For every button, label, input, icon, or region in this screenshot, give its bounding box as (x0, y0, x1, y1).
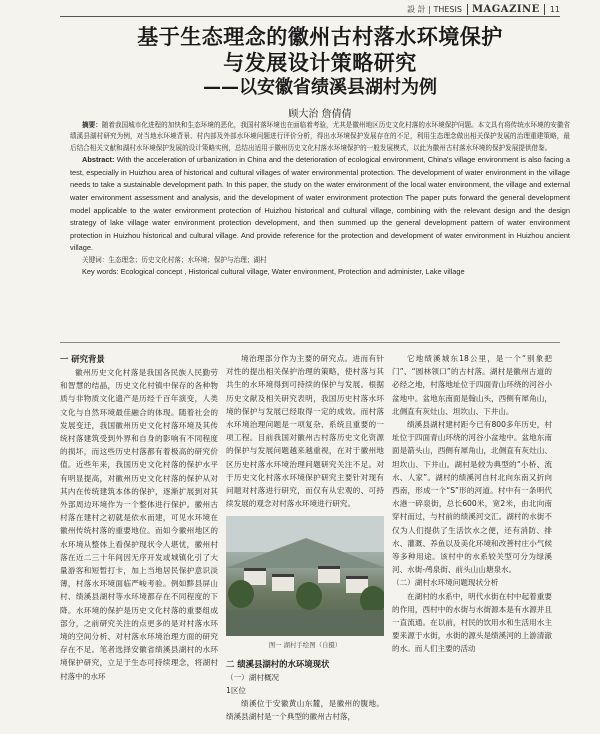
subsection-heading: （一）湖村概况 (226, 672, 280, 682)
paragraph: 徽州历史文化村落是我国各民族人民勤劳和智慧的结晶，历史文化村镇中保存的各种物质与非物质文化遗产是历经千百年演变，人类文化与自然环境最佳融合的体现。随着社会的发展变迁，我国徽州历史文化村落环境及其传统村落建筑受到外界和自身的影响有不同程度的损坏，而这些历史村落都有着极高的研究价值。近些年来，我国历史文化村落的保护水平有明显提高，对徽州历史文化村落的保护从对其内在传统建筑本体的保护，逐渐扩展到对其外部周边环境作为一个整体进行保护。徽州古村落在建村之初就是依水而建，可见水环境在徽州传统村落的重要地位。而如今徽州地区的水环境从整体上看保护现状令人堪忧，徽州村落在近二三十年间因无序开发或城镇化引了大量游客和短暂打卡，加上当地居民保护意识淡薄，村落水环境面临严峻考验。例如黟县屏山村、绩溪县湖村等水环境都存在不同程度的下降。水环境的保护是历史文化村落的重要组成部分，之前研究关注的点更多的是对村落水环境的空间分析、对村落水环境治理方面的研究存在不足。笔者选择安徽省绩溪县湖村的水环境保护研究，立足于生态可持续理念，将湖村村落中的水环 (60, 368, 218, 681)
title-block (60, 24, 580, 120)
keywords-cn: 关键词：生态理念；历史文化村落；水环境；保护与治理；湖村 (82, 255, 267, 264)
village-photo (226, 516, 384, 636)
paragraph: 境治理部分作为主要的研究点。进而有针对性的提出相关保护治理的策略，使村落与其共生的水环境得到可持续的保护与发展。根据历史文献及相关研究表明，我国历史村落水环境的保护与发展已经取得一定的成效。而村落水环境治理问题是一项复杂、系统且重要的一项工程。目前我国对徽州古村落历史文化资源的保护与发展问题越来越重视，在对于徽州地区历史村落水环境治理问题研究关注不足。对于历史文化村落水环境保护研究主要针对现有问题对村落进行研究，而仅有从宏观的、可持续发展的观念对村落水环境进行研究。 (226, 354, 384, 509)
paragraph: 在湖村的水系中，明代水街在村中起着重要的作用，西村中的水街与水街源本是有水源并且一直流通。在以前，村民的饮用水和生活用水主要来源于水街，水街的源头是绩溪河的上游清澈的水。而人们主要的活动 (392, 591, 552, 654)
title-line-1: 基于生态理念的徽州古村落水环境保护 (137, 25, 503, 49)
body-column-2 (226, 352, 384, 723)
subtitle: ——以安徽省绩溪县湖村为例 (203, 77, 437, 98)
body-column-1 (60, 352, 218, 683)
paragraph: 它地绩溪城东18公里，是一个“别象把门”、“圆林领口”的古村落。湖村是徽州古道的必经之地，村落地址位于四面青山环绕的河谷小盆地中。盆地东南面是翰山头，西侧有犀角山，北侧直有灰灶山、坦坎山、下井山。 (392, 354, 552, 416)
section-divider (60, 342, 560, 343)
subsection-heading: 1区位 (226, 685, 247, 695)
abstract-en: Abstract: With the acceleration of urbanization in China and the deterioration of ecological environment, China's village environment is also facing a test, especially in Huizhou area of historical and cultural villages of water environmental protection. The development of water environment in the village needs to take a sustainable development path. In this paper, the study on the water environment of the local water environment, the village and external water environment assessment and analysis, and the development of water environment protection The paper puts forward the general development model applicable to the water environment protection of Huizhou historical and cultural village, combining with the relevant design and the design strategy of lake village water environment protection development, and then summed up the general development pattern of water environment protection in Huizhou historical and cultural village. And provide reference for the protection and development of water environment in Huizhou ancient village. (70, 155, 570, 253)
magazine-name: MAGAZINE (467, 4, 545, 15)
page-number: 11 (549, 5, 560, 14)
paragraph: 绩溪位于安徽黄山东麓，是徽州的腹地。绩溪县湖村是一个典型的徽州古村落， (226, 699, 384, 722)
abstract-block (70, 120, 570, 279)
keywords-en: Key words: Ecological concept , Historical cultural village, Water environment, Protection and administer, Lake village (82, 267, 465, 277)
paragraph: 绩溪县湖村建村距今已有800多年历史，村址位于四面青山环绕的河谷小盆地中。盆地东南面是箭头山，西侧有犀角山，北侧直有灰灶山、坦坎山、下井山。湖村是较为典型的“小桥、流水、人家”。湖村的绩溪河自村北向东南又折向西南，形成一个“S”形的河道。村中有一条明代水港一碎泉街，总长600米，宽2米，由北向南穿村而过，与村前的绩溪河交汇。湖村的水街不仅为人们提供了生活饮水之便，还有消防、排水、灌溉、养鱼以及美化环境和改善村庄小气候等多种用途。该村中的水系较关型可分为绿溪河、水街-鸬泉街、前头山山塘泉水。 (392, 420, 552, 575)
abstract-cn: 摘要：随着我国城市化进程的加快和生态环境的恶化，我国村落环境也在面临着考验，尤其是徽州地区历史文化村落的水环境保护问题。本文具有将传统水环境的安徽省绩溪县湖村研究为例，对当地水环境背景、村内部及外部水环境问题进行评价分析，得出水环境保护发展存在的不足，利用生态理念做出相关保护发展的治理重建策略，最后结合相关文献和湖村水环境保护发展的设计策略实例，总结出适用于徽州历史文化村落水环境保护的一般发展模式，以此为徽州古村落水环境的保护发展提供借鉴。 (70, 121, 571, 152)
header-rule (60, 16, 560, 17)
section-label: 設 計 | THESIS (407, 5, 462, 14)
section-heading-1: 一 研究背景 (60, 354, 105, 364)
section-heading-2: 二 绩溪县湖村的水环境现状 (226, 658, 330, 669)
title-line-2: 与发展设计策略研究 (223, 51, 417, 75)
authors: 顾大治 詹倩倩 (288, 109, 352, 120)
running-header (407, 4, 560, 15)
body-column-3 (392, 352, 552, 656)
subsection-heading: （二）湖村水环境问题现状分析 (392, 578, 499, 588)
figure-caption: 图一 湖村手绘图（自摄） (268, 641, 342, 650)
